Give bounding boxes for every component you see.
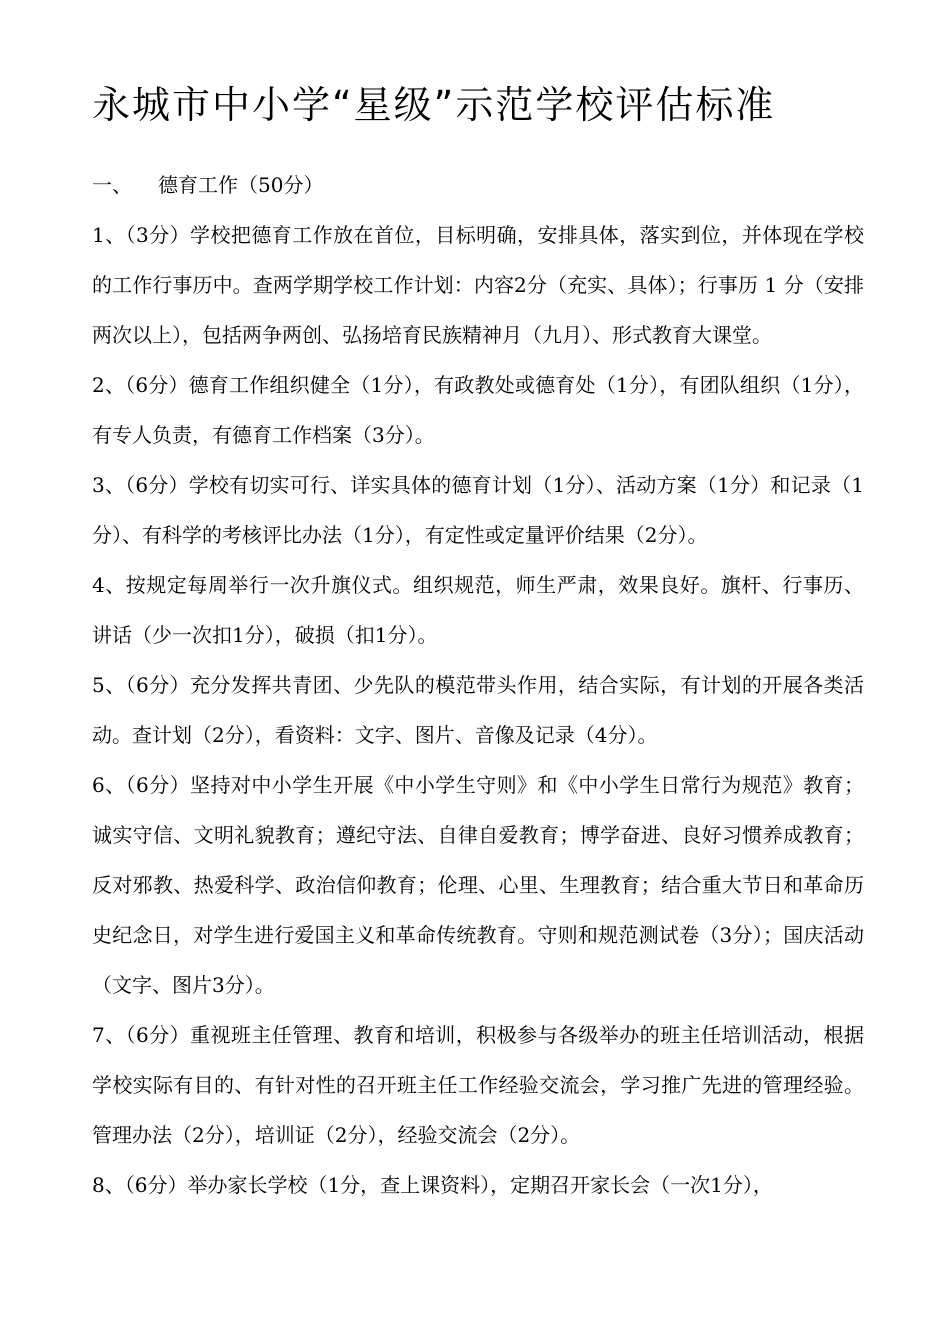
criteria-item-1: 1、（3分）学校把德育工作放在首位，目标明确，安排具体，落实到位，并体现在学校的工作行事历中。查两学期学校工作计划：内容2分（充实、具体）；行事历 1 分（安排两次以上），包括两争两创、弘扬培育民族精神月（九月）、形式教育大课堂。 — [92, 223, 864, 347]
criteria-item-6: 6、（6分）坚持对中小学生开展《中小学生守则》和《中小学生日常行为规范》教育；诚实守信、文明礼貌教育；遵纪守法、自律自爱教育；博学奋进、良好习惯养成教育；反对邪教、热爱科学、政治信仰教育；伦理、心里、生理教育；结合重大节日和革命历史纪念日，对学生进行爱国主义和革命传统教育。守则和规范测试卷（3分）；国庆活动（文字、图片3分）。 — [92, 773, 864, 997]
document-page — [92, 78, 864, 1210]
section-number: 一、 — [92, 173, 132, 197]
criteria-item-3: 3、（6分）学校有切实可行、详实具体的德育计划（1分）、活动方案（1分）和记录（1分）、有科学的考核评比办法（1分），有定性或定量评价结果（2分）。 — [92, 473, 864, 547]
section-title: 德育工作（50分） — [158, 173, 324, 197]
criteria-item-5: 5、（6分）充分发挥共青团、少先队的模范带头作用，结合实际，有计划的开展各类活动。查计划（2分），看资料：文字、图片、音像及记录（4分）。 — [92, 673, 864, 747]
criteria-item-2: 2、（6分）德育工作组织健全（1分），有政教处或德育处（1分），有团队组织（1分），有专人负责，有德育工作档案（3分）。 — [92, 373, 864, 447]
criteria-list — [92, 210, 864, 1210]
section-heading — [92, 160, 864, 210]
criteria-item-7: 7、（6分）重视班主任管理、教育和培训，积极参与各级举办的班主任培训活动，根据学校实际有目的、有针对性的召开班主任工作经验交流会，学习推广先进的管理经验。管理办法（2分），培训证（2分），经验交流会（2分）。 — [92, 1023, 864, 1147]
criteria-item-8: 8、（6分）举办家长学校（1分，查上课资料），定期召开家长会（一次1分）， — [92, 1173, 773, 1197]
document-title: 永城市中小学“星级”示范学校评估标准 — [92, 83, 776, 127]
criteria-item-4: 4、按规定每周举行一次升旗仪式。组织规范，师生严肃，效果良好。旗杆、行事历、讲话（少一次扣1分），破损（扣1分）。 — [92, 573, 864, 647]
